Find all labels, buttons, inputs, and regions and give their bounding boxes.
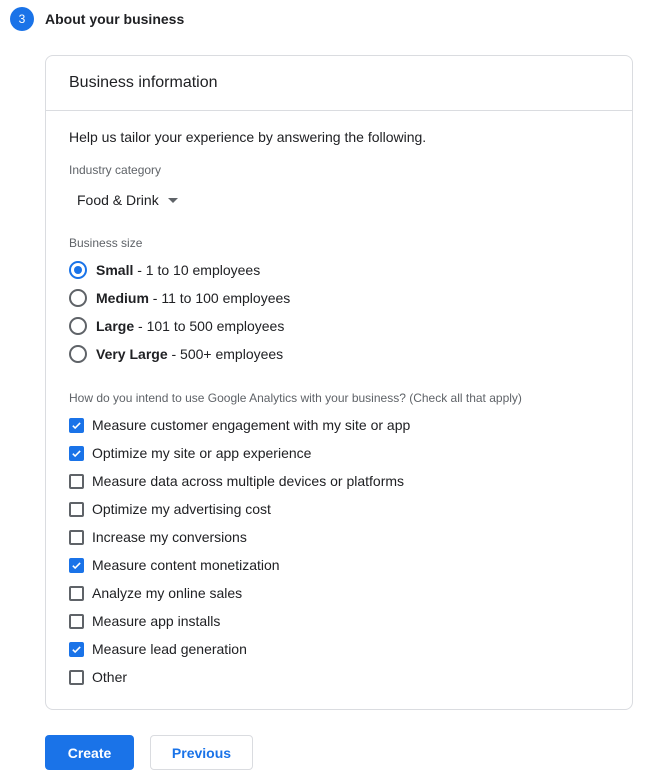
business-information-card — [45, 55, 633, 710]
radio-button[interactable] — [69, 345, 87, 363]
radio-label-detail: - 1 to 10 employees — [133, 262, 261, 278]
radio-label — [96, 290, 290, 306]
checkbox[interactable] — [69, 586, 84, 601]
industry-category-dropdown[interactable] — [69, 188, 184, 212]
radio-button[interactable] — [69, 317, 87, 335]
business-size-option-large[interactable] — [69, 316, 284, 336]
checkbox-label: Measure lead generation — [92, 641, 247, 657]
checkmark-icon — [71, 420, 82, 431]
checkmark-icon — [71, 644, 82, 655]
radio-label-detail: - 500+ employees — [167, 346, 284, 362]
radio-label — [96, 262, 260, 278]
usage-option-optimize-experience[interactable] — [69, 443, 311, 463]
industry-category-value: Food & Drink — [77, 192, 159, 208]
previous-button[interactable]: Previous — [150, 735, 253, 770]
usage-option-advertising-cost[interactable] — [69, 499, 271, 519]
checkbox-label: Measure customer engagement with my site or app — [92, 417, 411, 433]
checkbox-label: Optimize my site or app experience — [92, 445, 312, 461]
checkbox-checked[interactable] — [69, 642, 84, 657]
checkbox-checked[interactable] — [69, 418, 84, 433]
usage-option-multiple-devices[interactable] — [69, 471, 404, 491]
checkbox-label: Measure content monetization — [92, 557, 280, 573]
checkbox-checked[interactable] — [69, 446, 84, 461]
usage-option-conversions[interactable] — [69, 527, 247, 547]
card-title: Business information — [69, 74, 218, 91]
checkbox-label: Analyze my online sales — [92, 585, 243, 601]
checkbox-label: Increase my conversions — [92, 529, 247, 545]
radio-label — [96, 346, 283, 362]
radio-button[interactable] — [69, 289, 87, 307]
checkbox[interactable] — [69, 502, 84, 517]
usage-option-content-monetization[interactable] — [69, 555, 280, 575]
radio-label-name: Medium — [96, 290, 149, 306]
checkbox[interactable] — [69, 670, 84, 685]
business-size-label: Business size — [69, 236, 143, 250]
checkmark-icon — [71, 448, 82, 459]
industry-category-label: Industry category — [69, 163, 162, 177]
checkbox-label: Optimize my advertising cost — [92, 501, 271, 517]
radio-label-name: Small — [96, 262, 134, 278]
usage-option-lead-generation[interactable] — [69, 639, 247, 659]
step-number-badge: 3 — [10, 7, 34, 31]
usage-question-label: How do you intend to use Google Analytics with your business? (Check all that apply) — [69, 391, 522, 405]
business-size-option-very-large[interactable] — [69, 344, 283, 364]
usage-option-customer-engagement[interactable] — [69, 415, 410, 435]
checkmark-icon — [71, 560, 82, 571]
checkbox[interactable] — [69, 614, 84, 629]
checkbox[interactable] — [69, 474, 84, 489]
radio-button-selected[interactable] — [69, 261, 87, 279]
checkbox-checked[interactable] — [69, 558, 84, 573]
usage-option-other[interactable] — [69, 667, 127, 687]
checkbox-label: Measure app installs — [92, 613, 221, 629]
usage-option-app-installs[interactable] — [69, 611, 220, 631]
radio-label-name: Large — [96, 318, 135, 334]
usage-option-online-sales[interactable] — [69, 583, 242, 603]
radio-label-name: Very Large — [96, 346, 168, 362]
checkbox[interactable] — [69, 530, 84, 545]
radio-label — [96, 318, 284, 334]
checkbox-label: Measure data across multiple devices or platforms — [92, 473, 405, 489]
business-size-option-small[interactable] — [69, 260, 260, 280]
create-button[interactable]: Create — [45, 735, 134, 770]
step-header — [10, 7, 184, 31]
business-size-option-medium[interactable] — [69, 288, 290, 308]
radio-label-detail: - 101 to 500 employees — [134, 318, 285, 334]
step-title: About your business — [45, 11, 185, 27]
radio-label-detail: - 11 to 100 employees — [148, 290, 291, 306]
checkbox-label: Other — [92, 669, 128, 685]
intro-text: Help us tailor your experience by answering the following. — [69, 129, 427, 145]
dropdown-arrow-icon — [168, 198, 178, 203]
card-header — [46, 56, 632, 111]
